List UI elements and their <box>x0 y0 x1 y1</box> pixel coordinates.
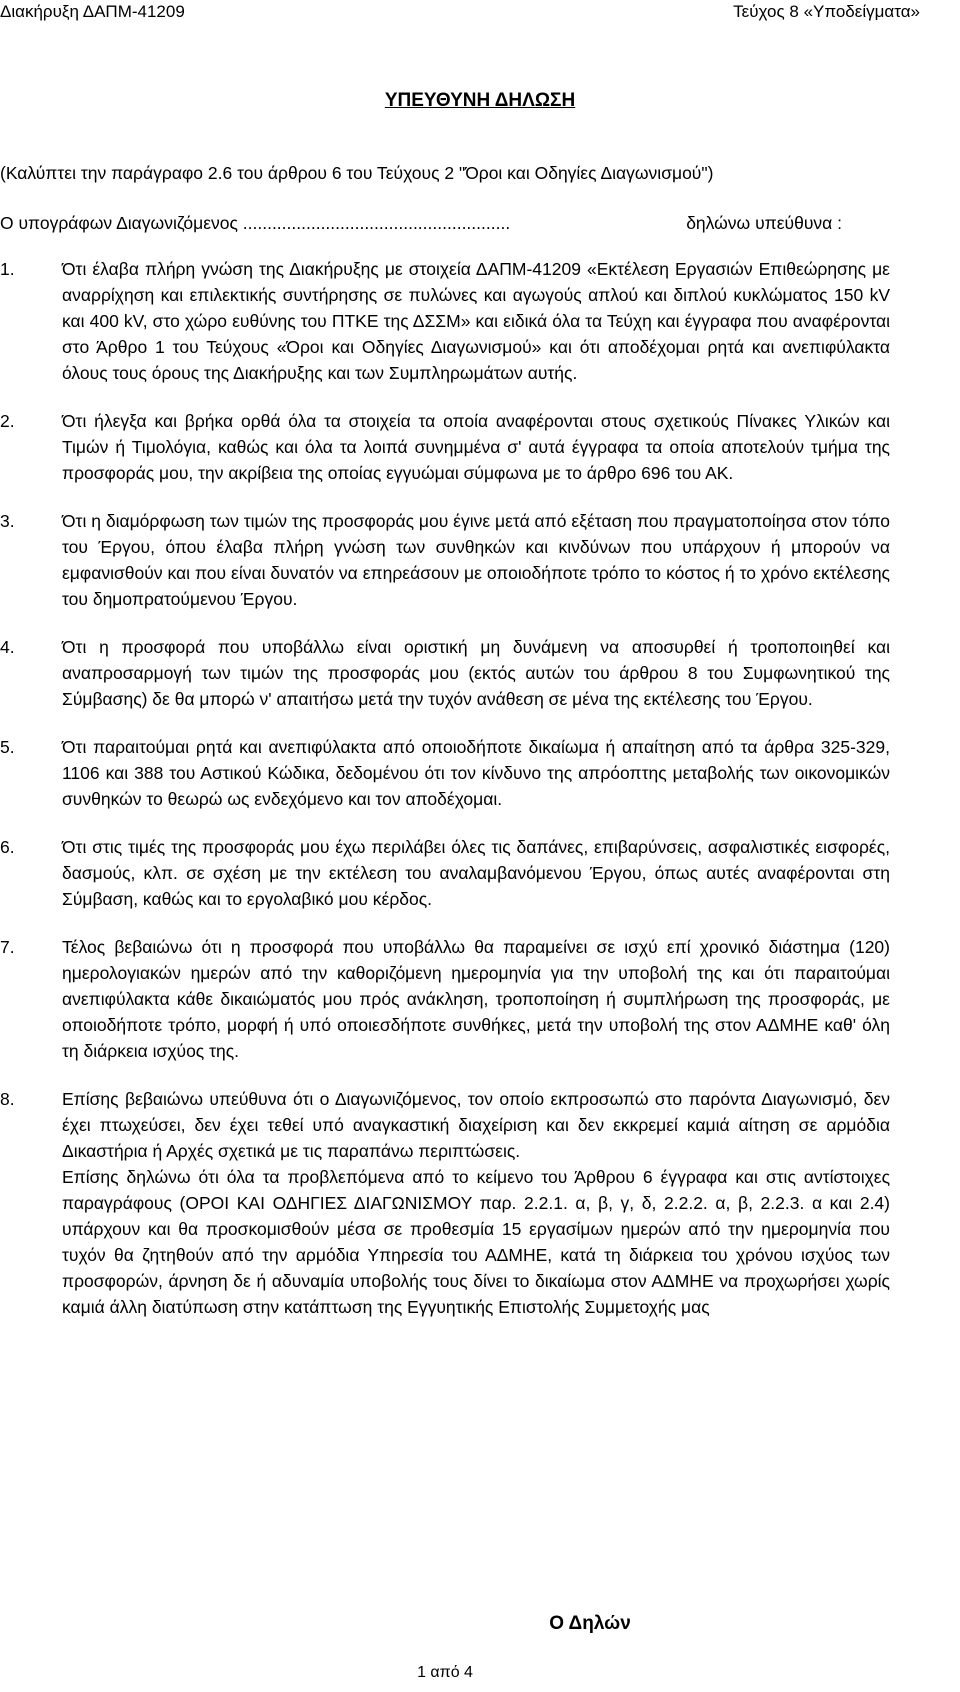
intro-signatory <box>0 213 900 234</box>
item-text: Τέλος βεβαιώνω ότι η προσφορά που υποβάλλω θα παραμείνει σε ισχύ επί χρονικό διάστημα (120) ημερολογιακών ημερών από την καθοριζόμενη ημερομηνία για την υποβολή της και ότι παραιτούμαι ανεπιφύλακτα κάθε δικαιώματός μου πρός ανάκληση, τροποποίηση ή συμπλήρωση της προσφοράς, με οποιοδήποτε τρόπο, μορφή ή υπό οποιεσδήποτε συνθήκες, μετά την υποβολή της στον ΑΔΜΗΕ καθ' όλη τη διάρκεια ισχύος της. <box>62 937 890 1061</box>
declaration-item-5 <box>0 734 890 812</box>
signatory-left: Ο υπογράφων Διαγωνιζόμενος ....................................................... <box>0 213 511 233</box>
item-text: Ότι στις τιμές της προσφοράς μου έχω περιλάβει όλες τις δαπάνες, επιβαρύνσεις, ασφαλιστικές εισφορές, δασμούς, κλπ. σε σχέση με την εκτέλεση του αναλαμβανόμενου Έργου, όπως αυτές αναφέρονται στη Σύμβαση, καθώς και το εργολαβικό μου κέρδος. <box>62 837 890 909</box>
page-header <box>0 2 960 32</box>
item-text: Επίσης βεβαιώνω υπεύθυνα ότι ο Διαγωνιζόμενος, τον οποίο εκπροσωπώ στο παρόντα Διαγωνισμό, δεν έχει πτωχεύσει, δεν έχει τεθεί υπό αναγκαστική διαχείριση και δεν εκκρεμεί καμιά αίτηση σε αρμόδια Δικαστήρια ή Αρχές σχετικά με τις παραπάνω περιπτώσεις. <box>62 1089 890 1161</box>
declaration-item-1 <box>0 256 890 386</box>
item-number: 6. <box>0 837 15 857</box>
intro-covers: (Καλύπτει την παράγραφο 2.6 του άρθρου 6 του Τεύχους 2 "Όροι και Οδηγίες Διαγωνισμού") <box>0 163 714 183</box>
item-number: 3. <box>0 511 15 531</box>
item-text-continued: Επίσης δηλώνω ότι όλα τα προβλεπόμενα από το κείμενο του Άρθρου 6 έγγραφα και στις αντίστοιχες παραγράφους (ΟΡΟΙ ΚΑΙ ΟΔΗΓΙΕΣ ΔΙΑΓΩΝΙΣΜΟΥ παρ. 2.2.1. α, β, γ, δ, 2.2.2. α, β, 2.2.3. α και 2.4) υπάρχουν και θα προσκομισθούν μέσα σε προθεσμία 15 εργασίμων ημερών από την ημερομηνία που τυχόν θα ζητηθούν από την αρμόδια Υπηρεσία του ΑΔΜΗΕ, κατά τη διάρκεια του χρόνου ισχύος των προσφορών, άρνηση δε ή αδυναμία υποβολής τους δίνει το δικαίωμα στον ΑΔΜΗΕ να προχωρήσει χωρίς καμιά άλλη διατύπωση στην κατάπτωση της Εγγυητικής Επιστολής Συμμετοχής μας <box>62 1167 890 1317</box>
item-text: Ότι παραιτούμαι ρητά και ανεπιφύλακτα από οποιοδήποτε δικαίωμα ή απαίτηση από τα άρθρα 325-329, 1106 και 388 του Αστικού Κώδικα, δεδομένου ότι τον κίνδυνο της απρόοπτης μεταβολής των οικονομικών συνθηκών το θεωρώ ως ενδεχόμενο και τον αποδέχομαι. <box>62 737 890 809</box>
item-number: 2. <box>0 411 15 431</box>
page-number: 1 από 4 <box>417 1664 473 1681</box>
signatory-right: δηλώνω υπεύθυνα : <box>686 213 842 233</box>
header-right: Τεύχος 8 «Υποδείγματα» <box>733 2 920 21</box>
item-text: Ότι έλαβα πλήρη γνώση της Διακήρυξης με στοιχεία ΔΑΠΜ-41209 «Εκτέλεση Εργασιών Επιθεώρησης με αναρρίχηση και επιλεκτικής συντήρησης σε πυλώνες και αγωγούς απλού και διπλού κυκλώματος 150 kV και 400 kV, στο χώρο ευθύνης του ΠΤΚΕ της ΔΣΣΜ» και ειδικά όλα τα Τεύχη και έγγραφα που αναφέρονται στο Άρθρο 1 του Τεύχους «Όροι και Οδηγίες Διαγωνισμού» και ότι αποδέχομαι ρητά και ανεπιφύλακτα όλους τους όρους της Διακήρυξης και των Συμπληρωμάτων αυτής. <box>62 259 890 383</box>
document-title: ΥΠΕΥΘΥΝΗ ΔΗΛΩΣΗ <box>384 90 576 111</box>
item-text: Ότι η διαμόρφωση των τιμών της προσφοράς μου έγινε μετά από εξέταση που πραγματοποίησα στον τόπο του Έργου, όπου έλαβα πλήρη γνώση των συνθηκών και κινδύνων που υπάρχουν ή μπορούν να εμφανισθούν και που είναι δυνατόν να επηρεάσουν με οποιοδήποτε τρόπο το κόστος ή το χρόνο εκτέλεσης του δημοπρατούμενου Έργου. <box>62 511 890 609</box>
declaration-items <box>0 256 890 1342</box>
signature-label: Ο Δηλών <box>549 1613 631 1634</box>
item-number: 8. <box>0 1089 15 1109</box>
item-text: Ότι η προσφορά που υποβάλλω είναι οριστική μη δυνάμενη να αποσυρθεί ή τροποποιηθεί και αναπροσαρμογή των τιμών της προσφοράς μου (εκτός αυτών του άρθρου 8 του Συμφωνητικού της Σύμβασης) δε θα μπορώ ν' απαιτήσω μετά την τυχόν ανάθεση σε μένα της εκτέλεσης του Έργου. <box>62 637 890 709</box>
item-number: 7. <box>0 937 15 957</box>
declaration-item-8 <box>0 1086 890 1320</box>
declaration-item-2 <box>0 408 890 486</box>
item-number: 4. <box>0 637 15 657</box>
declaration-item-3 <box>0 508 890 612</box>
item-text: Ότι ήλεγξα και βρήκα ορθά όλα τα στοιχεία τα οποία αναφέρονται στους σχετικούς Πίνακες Υλικών και Τιμών ή Τιμολόγια, καθώς και όλα τα λοιπά συνημμένα σ' αυτά έγγραφα τα οποία αποτελούν τμήμα της προσφοράς μου, την ακρίβεια της οποίας εγγυώμαι σύμφωνα με το άρθρο 696 του ΑΚ. <box>62 411 890 483</box>
declaration-item-6 <box>0 834 890 912</box>
item-number: 1. <box>0 259 15 279</box>
declaration-item-4 <box>0 634 890 712</box>
declaration-item-7 <box>0 934 890 1064</box>
header-left: Διακήρυξη ΔΑΠΜ-41209 <box>0 2 185 21</box>
item-number: 5. <box>0 737 15 757</box>
